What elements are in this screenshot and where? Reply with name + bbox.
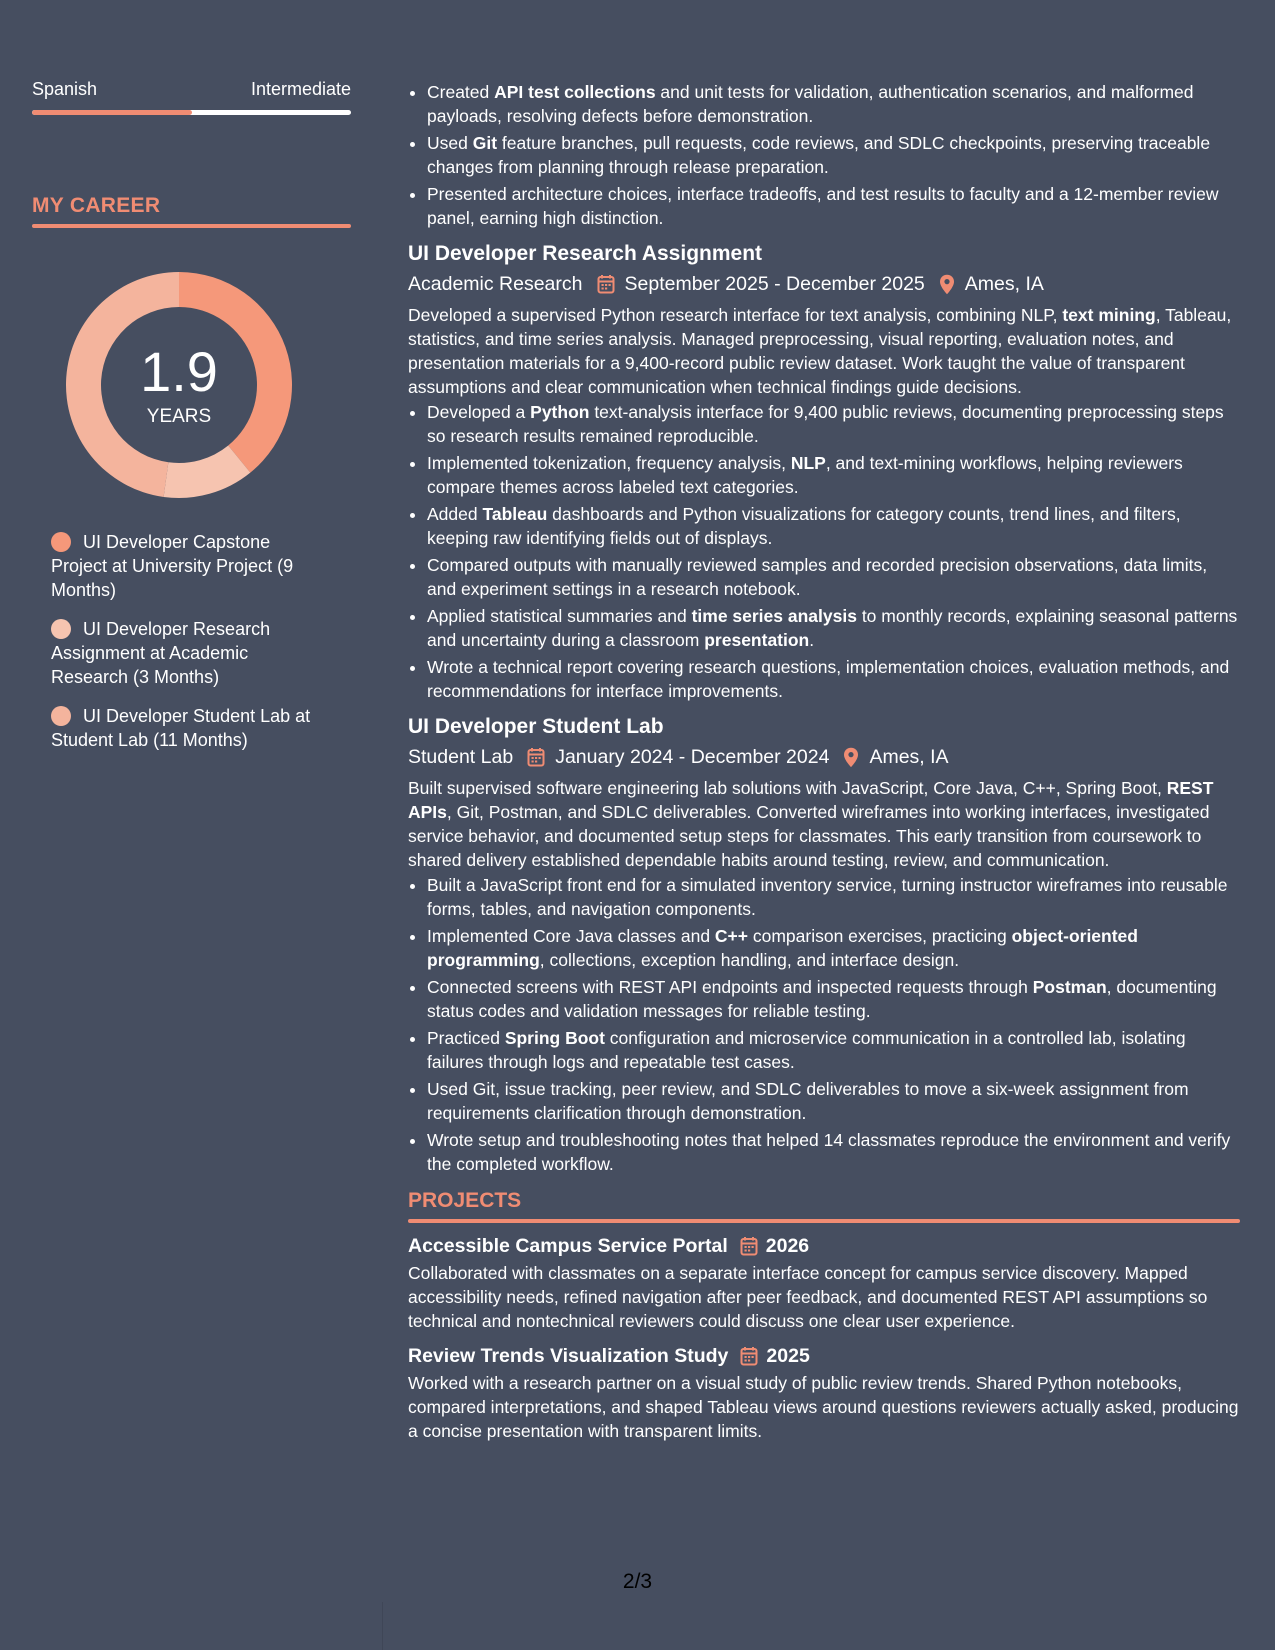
job-entry <box>408 713 1240 1176</box>
language-name: Spanish <box>32 79 98 99</box>
job-meta <box>408 271 1240 297</box>
text-segment: , Tableau, statistics, and time series analysis. Managed preprocessing, visual reporting, evaluation notes, and presentation materials for a 9,400-record public review dataset. Work taught the value of transparent assumptions and clear communication when technical findings guide decisions. <box>408 305 1232 397</box>
text-segment: Implemented tokenization, frequency analysis, <box>427 453 791 473</box>
career-total-unit: YEARS <box>146 406 212 427</box>
bold-text: Postman <box>1032 977 1107 997</box>
job-description <box>408 776 1240 872</box>
legend-color-dot <box>51 706 71 726</box>
text-segment: dashboards and Python visualizations for category counts, trend lines, and filters, keeping raw identifying fields out of displays. <box>427 504 1181 548</box>
text-segment: Built supervised software engineering lab solutions with JavaScript, Core Java, C++, Spring Boot, <box>408 778 1167 798</box>
calendar-icon <box>597 274 615 294</box>
text-segment: Added <box>427 504 483 524</box>
bold-text: REST APIs <box>408 778 1214 822</box>
previous-job-bullets <box>408 80 1240 230</box>
bullet-item <box>427 604 1240 652</box>
text-segment: Practiced <box>427 1028 505 1048</box>
text-segment: Developed a supervised Python research interface for text analysis, combining NLP, <box>408 305 1063 325</box>
job-location: Ames, IA <box>869 746 949 768</box>
legend-color-dot <box>51 619 71 639</box>
text-segment: , Git, Postman, and SDLC deliverables. Converted wireframes into working interfaces, investigated service behavior, and documented setup steps for classmates. This early transition from coursework to shared delivery established dependable habits around testing, review, and communication. <box>408 802 1210 870</box>
text-segment: Built a JavaScript front end for a simulated inventory service, turning instructor wireframes into reusable forms, tables, and navigation components. <box>427 875 1228 919</box>
bullet-item <box>427 131 1240 179</box>
donut-center <box>64 270 294 500</box>
text-segment: , and text-mining workflows, helping reviewers compare themes across labeled text categories. <box>427 453 1183 497</box>
sidebar <box>32 78 351 767</box>
bold-text: NLP <box>790 453 826 473</box>
bold-text: Python <box>530 402 590 422</box>
bullet-item <box>427 975 1240 1023</box>
text-segment: Implemented Core Java classes and <box>427 926 715 946</box>
bold-text: object-oriented programming <box>427 926 1138 970</box>
career-heading: MY CAREER <box>32 194 161 217</box>
project-description: Worked with a research partner on a visual study of public review trends. Shared Python notebooks, compared interpretations, and shaped Tableau views around questions reviewers actually asked, producing a concise presentation with transparent limits. <box>408 1373 1239 1441</box>
page-number: 2/3 <box>622 1570 653 1593</box>
text-segment: configuration and microservice communication in a controlled lab, isolating failures through logs and repeatable test cases. <box>427 1028 1186 1072</box>
job-meta <box>408 744 1240 770</box>
map-pin-icon <box>843 747 859 768</box>
language-level: Intermediate <box>250 79 351 99</box>
bullet-item <box>427 1026 1240 1074</box>
text-segment: text-analysis interface for 9,400 public reviews, documenting preprocessing steps so research results remained reproducible. <box>427 402 1224 446</box>
career-donut-chart <box>64 270 294 500</box>
bold-text: API test collections <box>494 82 656 102</box>
job-bullets <box>408 873 1240 1176</box>
bold-text: Spring Boot <box>504 1028 605 1048</box>
calendar-icon <box>740 1236 758 1256</box>
bold-text: Tableau <box>482 504 548 524</box>
project-year: 2025 <box>766 1345 810 1367</box>
project-title-row <box>408 1343 1240 1369</box>
job-dates: September 2025 - December 2025 <box>624 273 925 295</box>
career-legend <box>32 530 351 752</box>
bullet-item <box>427 553 1240 601</box>
job-description <box>408 303 1240 399</box>
legend-item <box>51 617 321 689</box>
bullet-item <box>427 1128 1240 1176</box>
bold-text: presentation <box>704 630 810 650</box>
text-segment: Wrote a technical report covering research questions, implementation choices, evaluation methods, and recommendations for interface improvements. <box>427 657 1230 701</box>
bullet-item <box>427 400 1240 448</box>
text-segment: Used Git, issue tracking, peer review, and SDLC deliverables to move a six-week assignment from requirements clarification through demonstration. <box>427 1079 1189 1123</box>
legend-item <box>51 530 321 602</box>
text-segment: . <box>809 630 815 650</box>
job-organization: Academic Research <box>408 273 583 295</box>
map-pin-icon <box>939 274 955 295</box>
legend-label: UI Developer Research Assignment at Academic Research (3 Months) <box>51 619 271 687</box>
text-segment: Connected screens with REST API endpoints and inspected requests through <box>427 977 1033 997</box>
job-entry <box>408 240 1240 703</box>
text-segment: , collections, exception handling, and interface design. <box>539 950 960 970</box>
language-proficiency-fill <box>32 110 192 115</box>
text-segment: comparison exercises, practicing <box>748 926 1012 946</box>
text-segment: Developed a <box>427 402 531 422</box>
job-bullets <box>408 400 1240 703</box>
bullet-item <box>427 924 1240 972</box>
bullet-item <box>427 502 1240 550</box>
legend-item <box>51 704 321 752</box>
page-divider <box>382 1602 383 1650</box>
main-content <box>408 80 1240 1444</box>
text-segment: Used <box>427 133 473 153</box>
project-entry <box>408 1233 1240 1333</box>
bold-text: C++ <box>714 926 748 946</box>
job-organization: Student Lab <box>408 746 514 768</box>
projects-list <box>408 1233 1240 1443</box>
text-segment: feature branches, pull requests, code reviews, and SDLC checkpoints, preserving traceable changes from planning through release preparation. <box>427 133 1211 177</box>
bold-text: time series analysis <box>691 606 857 626</box>
language-row <box>32 78 351 100</box>
bullet-item <box>427 80 1240 128</box>
bullet-item <box>427 182 1240 230</box>
bullet-item <box>427 873 1240 921</box>
projects-heading: PROJECTS <box>408 1189 522 1212</box>
legend-label: UI Developer Capstone Project at University Project (9 Months) <box>51 532 294 600</box>
project-name: Review Trends Visualization Study <box>408 1345 729 1367</box>
project-title-row <box>408 1233 1240 1259</box>
bold-text: text mining <box>1062 305 1156 325</box>
project-year: 2026 <box>765 1235 810 1257</box>
language-proficiency-bar <box>32 110 351 115</box>
career-heading-rule <box>32 224 351 228</box>
text-segment: Compared outputs with manually reviewed samples and recorded precision observations, data limits, and experiment settings in a research notebook. <box>427 555 1208 599</box>
bullet-item <box>427 451 1240 499</box>
bold-text: Git <box>472 133 498 153</box>
project-entry <box>408 1343 1240 1443</box>
text-segment: , documenting status codes and validation messages for reliable testing. <box>427 977 1217 1021</box>
text-segment: to monthly records, explaining seasonal patterns and uncertainty during a classroom <box>427 606 1238 650</box>
text-segment: Created <box>427 82 495 102</box>
calendar-icon <box>740 1346 758 1366</box>
text-segment: and unit tests for validation, authentication scenarios, and malformed payloads, resolving defects before demonstration. <box>427 82 1194 126</box>
project-description: Collaborated with classmates on a separate interface concept for campus service discovery. Mapped accessibility needs, refined navigation after peer feedback, and documented REST API assumptions so technical and nontechnical reviewers could discuss one clear user experience. <box>408 1263 1208 1331</box>
text-segment: Presented architecture choices, interface tradeoffs, and test results to faculty and a 12-member review panel, earning high distinction. <box>427 184 1219 228</box>
legend-color-dot <box>51 532 71 552</box>
projects-heading-rule <box>408 1219 1240 1223</box>
job-location: Ames, IA <box>964 273 1044 295</box>
career-total-years: 1.9 <box>140 340 218 403</box>
legend-label: UI Developer Student Lab at Student Lab (11 Months) <box>51 706 311 750</box>
job-title: UI Developer Student Lab <box>408 715 664 738</box>
calendar-icon <box>527 747 545 767</box>
job-dates: January 2024 - December 2024 <box>555 746 830 768</box>
bullet-item <box>427 1077 1240 1125</box>
job-title: UI Developer Research Assignment <box>408 242 763 265</box>
text-segment: Wrote setup and troubleshooting notes that helped 14 classmates reproduce the environment and verify the completed workflow. <box>427 1130 1231 1174</box>
bullet-item <box>427 655 1240 703</box>
project-name: Accessible Campus Service Portal <box>408 1235 728 1257</box>
text-segment: Applied statistical summaries and <box>427 606 692 626</box>
experience-list <box>408 240 1240 1176</box>
